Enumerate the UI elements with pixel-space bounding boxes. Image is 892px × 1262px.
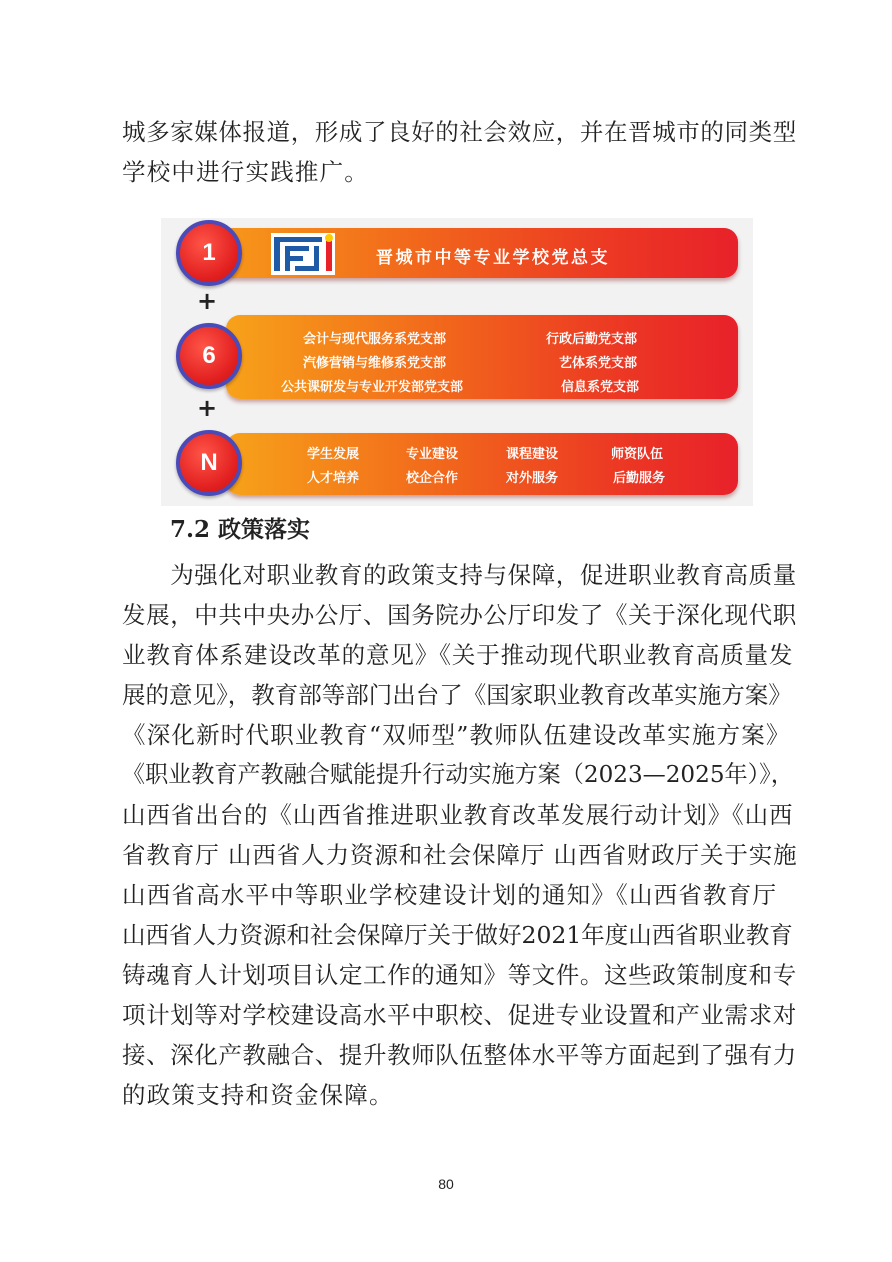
branch-item: 信息系党支部 <box>561 380 640 395</box>
branch-item: 汽修营销与维修系党支部 <box>303 356 447 371</box>
task-item: 后勤服务 <box>613 471 666 486</box>
party-branch-logo <box>271 233 335 275</box>
task-item: 对外服务 <box>506 471 559 486</box>
text-line: 省教育厅 山西省人力资源和社会保障厅 山西省财政厅关于实施 <box>122 841 798 869</box>
text-line: 山西省高水平中等职业学校建设计划的通知》《山西省教育厅 <box>122 881 778 909</box>
task-item: 人才培养 <box>307 471 360 486</box>
text-line: 发展，中共中央办公厅、国务院办公厅印发了《关于深化现代职 <box>122 601 797 629</box>
text-line: 展的意见》，教育部等部门出台了《国家职业教育改革实施方案》 <box>122 681 792 709</box>
plus-sign: + <box>197 394 218 422</box>
text-line: 的政策支持和资金保障。 <box>122 1081 394 1109</box>
text-line: 山西省人力资源和社会保障厅关于做好2021年度山西省职业教育 <box>122 921 793 949</box>
text-line: 学校中进行实践推广。 <box>122 158 369 186</box>
intro-paragraph <box>122 112 798 192</box>
task-item: 学生发展 <box>307 447 360 462</box>
level1-title: 晋城市中等专业学校党总支 <box>376 248 610 268</box>
branch-item: 艺体系党支部 <box>559 356 638 371</box>
branch-item: 公共课研发与专业开发部党支部 <box>281 380 464 395</box>
plus-sign: + <box>197 287 218 315</box>
level1-number-circle: 1 <box>176 220 242 286</box>
task-item: 师资队伍 <box>611 447 664 462</box>
text-line: 为强化对职业教育的政策支持与保障，促进职业教育高质量 <box>122 561 797 589</box>
task-item: 专业建设 <box>406 447 459 462</box>
text-line: 城多家媒体报道，形成了良好的社会效应，并在晋城市的同类型 <box>122 118 797 146</box>
task-item: 课程建设 <box>506 447 559 462</box>
level2-number-circle: 6 <box>176 323 242 389</box>
text-line: 《深化新时代职业教育“双师型”教师队伍建设改革实施方案》 <box>122 721 791 749</box>
branch-item: 会计与现代服务系党支部 <box>303 332 447 347</box>
policy-paragraph <box>122 555 798 1115</box>
text-line: 铸魂育人计划项目认定工作的通知》等文件。这些政策制度和专 <box>122 961 797 989</box>
text-line: 《职业教育产教融合赋能提升行动实施方案（2023—2025年）》， <box>122 762 794 788</box>
task-item: 校企合作 <box>406 471 459 486</box>
branch-item: 行政后勤党支部 <box>546 332 638 347</box>
text-line: 业教育体系建设改革的意见》《关于推动现代职业教育高质量发 <box>122 641 794 669</box>
page-number: 80 <box>438 1176 454 1192</box>
level3-number-circle: N <box>176 430 242 496</box>
section-heading: 7.2 政策落实 <box>170 516 311 543</box>
text-line: 接、深化产教融合、提升教师队伍整体水平等方面起到了强有力 <box>122 1041 797 1069</box>
party-structure-diagram <box>161 218 753 506</box>
text-line: 山西省出台的《山西省推进职业教育改革发展行动计划》《山西 <box>122 801 794 829</box>
text-line: 项计划等对学校建设高水平中职校、促进专业设置和产业需求对 <box>122 1001 797 1029</box>
